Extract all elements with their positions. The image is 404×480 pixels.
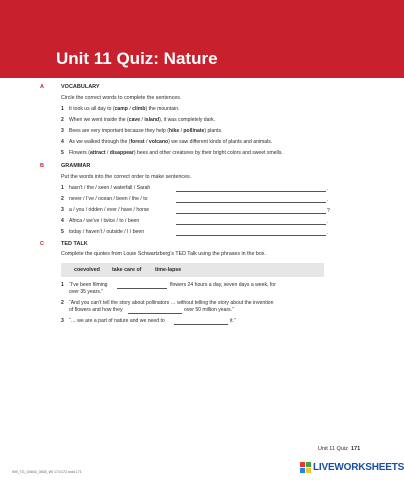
title-banner — [0, 0, 404, 78]
word-box — [61, 263, 324, 277]
quote-blank-2[interactable] — [128, 313, 182, 314]
answer-line-2[interactable] — [176, 202, 326, 203]
quote-item-1: 1 “I’ve been filming — [61, 282, 108, 288]
quote-blank-1[interactable] — [117, 288, 167, 289]
answer-line-5[interactable] — [176, 235, 326, 236]
box-word-coevolved: coevolved — [74, 267, 100, 273]
file-slug: IN9_TG_04604_0835_WI 171/172.indd 171 — [12, 470, 82, 474]
vocab-item-4: 4 As we walked through the (forest / volcano) we saw different kinds of plants and animals. — [61, 139, 273, 145]
vocab-option[interactable]: climb — [132, 106, 146, 112]
page-number: 171 — [351, 446, 361, 452]
grammar-item-3: 3 a / you / ridden / ever / have / horse — [61, 207, 150, 213]
quote-item-1-cont: flowers 24 hours a day, seven days a week, for — [170, 282, 276, 288]
page-title: Unit 11 Quiz: Nature — [56, 49, 218, 68]
vocab-option[interactable]: volcano — [148, 139, 169, 145]
vocab-option[interactable]: island — [144, 117, 160, 123]
answer-line-3[interactable] — [176, 213, 326, 214]
quote-item-3-cont: it.” — [230, 318, 236, 324]
vocab-item-2: 2 When we went inside the (cave / island), it was completely dark. — [61, 117, 216, 123]
liveworksheets-watermark: LIVEWORKSHEETS — [313, 462, 404, 473]
section-b-title: GRAMMAR — [61, 163, 91, 169]
section-a-instruction: Circle the correct words to complete the sentences. — [61, 95, 182, 101]
section-c-title: TED TALK — [61, 241, 88, 247]
vocab-option[interactable]: attract — [89, 150, 106, 156]
section-c-letter: C — [40, 241, 44, 247]
quote-item-3: 3 “… we are a part of nature and we need to — [61, 318, 165, 324]
box-word-take-care-of: take care of — [112, 267, 142, 273]
vocab-item-1: 1 It took us all day to (camp / climb) the mountain. — [61, 106, 180, 112]
liveworksheets-logo-icon — [300, 462, 311, 473]
section-b-instruction: Put the words into the correct order to make sentences. — [61, 174, 192, 180]
vocab-option[interactable]: hike — [168, 128, 180, 134]
section-a-title: VOCABULARY — [61, 84, 100, 90]
sentence-end: . — [327, 186, 329, 192]
grammar-item-5: 5 today / haven’t / outside / I / been — [61, 229, 145, 235]
vocab-option[interactable]: camp — [114, 106, 128, 112]
sentence-end: . — [327, 230, 329, 236]
section-c-instruction: Complete the quotes from Louie Schwartzberg’s TED Talk using the phrases in the box. — [61, 251, 266, 257]
quote-item-1-line2: over 35 years.” — [69, 289, 103, 295]
quote-item-2: 2 “And you can’t tell the story about pollinators … without telling the story about the invention — [61, 300, 274, 306]
quote-item-2-cont: over 50 million years.” — [184, 307, 234, 313]
footer-unit-label: Unit 11 Quiz — [318, 446, 348, 452]
grammar-item-4: 4 Africa / we’ve / twice / to / been — [61, 218, 140, 224]
quote-item-2-line2: of flowers and how they — [69, 307, 123, 313]
vocab-option[interactable]: forest — [130, 139, 145, 145]
answer-line-4[interactable] — [176, 224, 326, 225]
vocab-option[interactable]: disappear — [109, 150, 134, 156]
box-word-time-lapse: time-lapse — [155, 267, 182, 273]
sentence-end: . — [327, 197, 329, 203]
grammar-item-1: 1 hasn’t / the / seen / waterfall / Sarah — [61, 185, 151, 191]
vocab-option[interactable]: pollinate — [183, 128, 205, 134]
vocab-option[interactable]: cave — [128, 117, 141, 123]
quote-blank-3[interactable] — [174, 324, 228, 325]
section-a-letter: A — [40, 84, 44, 90]
vocab-item-3: 3 Bees are very important because they help (hike / pollinate) plants. — [61, 128, 223, 134]
sentence-end: ? — [327, 208, 330, 214]
section-b-letter: B — [40, 163, 44, 169]
vocab-item-5: 5 Flowers (attract / disappear) bees and other creatures by their bright colors and sweet smells. — [61, 150, 283, 156]
sentence-end: . — [327, 219, 329, 225]
answer-line-1[interactable] — [176, 191, 326, 192]
grammar-item-2: 2 never / I’ve / ocean / been / the / to — [61, 196, 148, 202]
